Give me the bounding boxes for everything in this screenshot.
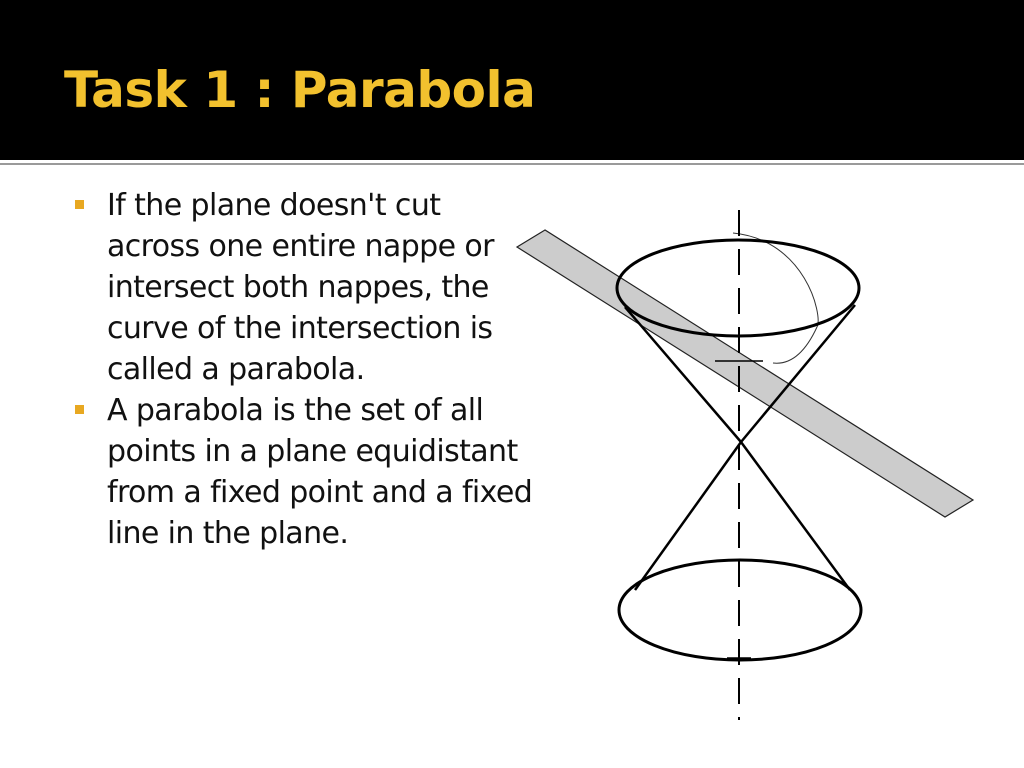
bullet-square-icon xyxy=(75,200,84,209)
lower-cone-left xyxy=(635,442,741,590)
bullet-text: If the plane doesn't cut across one entire nappe or intersect both nappes, the curve of the intersection is called a parabola. xyxy=(107,188,494,387)
double-cone-parabola-diagram-icon xyxy=(505,205,985,725)
lower-cone-right xyxy=(741,442,850,590)
cutting-plane xyxy=(517,230,973,517)
slide-title: Task 1 : Parabola xyxy=(64,61,536,119)
bullet-square-icon xyxy=(75,405,84,414)
bullet-item xyxy=(70,390,540,554)
bullet-list xyxy=(70,185,540,554)
bullet-item xyxy=(70,185,540,390)
bullet-text: A parabola is the set of all points in a plane equidistant from a fixed point and a fixed line in the plane. xyxy=(107,393,533,551)
content-area xyxy=(0,165,1024,768)
title-bar xyxy=(0,0,1024,160)
